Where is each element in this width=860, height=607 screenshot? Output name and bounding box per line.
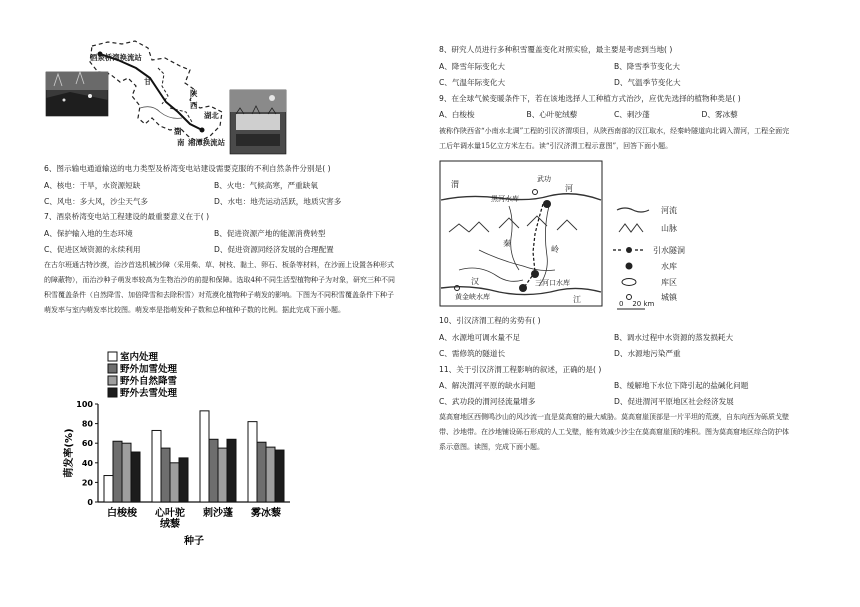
- q10-option-b[interactable]: B、调水过程中水资源的蒸发损耗大: [614, 333, 734, 342]
- bar-1-2: [152, 430, 161, 502]
- water-transfer-map: [439, 160, 799, 310]
- bar-3-1: [122, 443, 131, 502]
- question-11-stem: 11、关于引汉济渭工程影响的叙述，正确的是( ): [439, 365, 602, 374]
- map-label-shan: 陕: [190, 89, 198, 98]
- question-7-options: [44, 228, 384, 255]
- legend-swatch-1: [108, 352, 117, 361]
- q9-option-d[interactable]: D、雾冰藜: [701, 110, 738, 119]
- legend-label-3: 野外自然降雪: [120, 376, 178, 387]
- bar-2-2: [161, 448, 170, 502]
- q8-option-a[interactable]: A、降雪年际变化大: [439, 62, 505, 71]
- question-11-options: [439, 380, 789, 407]
- map-label-hu: 湖: [174, 127, 182, 136]
- y-tick-label: 20: [81, 478, 93, 488]
- q10-option-c[interactable]: C、需修筑的隧道长: [439, 349, 506, 358]
- q10-option-d[interactable]: D、水源地污染严重: [614, 349, 681, 358]
- q11-option-d[interactable]: D、促进渭河平原地区社会经济发展: [614, 397, 734, 406]
- map-han-label: 汉: [471, 277, 479, 286]
- q8-option-d[interactable]: D、气温季节变化大: [614, 78, 681, 87]
- legend-label-2: 野外加雪处理: [120, 364, 178, 375]
- map-qin-label: 秦: [503, 239, 511, 248]
- bar-2-1: [113, 441, 122, 502]
- legend-label-4: 野外去雪处理: [120, 388, 178, 399]
- bar-1-4: [248, 422, 257, 502]
- legend-river: 河流: [661, 206, 677, 215]
- q11-option-b[interactable]: B、缓解地下水位下降引起的盐碱化问题: [614, 381, 749, 390]
- desert-passage: 在古尔班通古特沙漠，治沙首选机械沙障（采用柴、草、树枝、黏土、卵石、板条等材料，在沙面上设置各种形式的障蔽物），而治沙种子萌发率较高为生物治沙的前提和保障。选取4种不同生活型植物种子为对象，研究三种不同积雪覆盖条件（自然降雪、加倍降雪和去除积雪）对荒漠化植物种子萌发的影响。下图为不同积雪覆盖条件下种子萌发率与室内萌发率比较图。萌发率是指萌发种子数和总种植种子数的比例。据此完成下面小题。: [44, 261, 395, 314]
- category-label: 白梭梭: [107, 508, 137, 519]
- map-label-nan: 南: [177, 138, 185, 147]
- legend-reservoir: 水库: [661, 262, 677, 271]
- water-transfer-passage: 被称作陕西省“小南水北调”工程的引汉济渭项目，从陕西南部的汉江取水，经秦岭隧道向北调入渭河，工程全面完工后年调水量15亿立方米左右。读“引汉济渭工程示意图”，回答下面小题。: [439, 127, 790, 150]
- bar-1-3: [200, 411, 209, 502]
- map-wei-label: 渭: [451, 180, 459, 189]
- q11-option-a[interactable]: A、解决渭河平原的缺水问题: [439, 381, 536, 390]
- map-label-jiuquan: 酒泉桥湾换流站: [90, 53, 142, 62]
- question-9-stem: 9、在全球气候变暖条件下，若在该地选择人工种植方式治沙，应优先选择的植物种类是( ): [439, 94, 741, 103]
- map-label-gan: 甘: [144, 77, 152, 86]
- legend-tunnel: 引水隧洞: [653, 246, 685, 255]
- question-9-options: [439, 109, 789, 120]
- question-8-options: [439, 61, 789, 88]
- map-jiang-label: 江: [573, 295, 581, 304]
- q6-option-a[interactable]: A、核电：干旱，水资源短缺: [44, 181, 141, 190]
- water-transfer-map-graphic: [439, 160, 799, 310]
- bar-3-4: [266, 447, 275, 502]
- q11-option-c[interactable]: C、武功段的渭河径流量增多: [439, 397, 536, 406]
- power-line-map: [40, 38, 290, 160]
- category-label: 绒藜: [160, 519, 180, 530]
- bar-2-3: [209, 439, 218, 502]
- legend-label-1: 室内处理: [120, 352, 159, 363]
- q6-option-d[interactable]: D、水电：地壳运动活跃，地质灾害多: [214, 197, 342, 206]
- q9-option-a[interactable]: A、白梭梭: [439, 110, 475, 119]
- bar-3-2: [170, 463, 179, 502]
- category-label: 心叶驼: [155, 508, 185, 519]
- x-axis-label: 种子: [184, 536, 204, 547]
- map-label-xiangtan: 湘潭换流站: [188, 138, 225, 147]
- q7-option-b[interactable]: B、促进资源产地的能源消费转型: [214, 229, 326, 238]
- map-label-xi: 西: [190, 101, 198, 110]
- q8-option-b[interactable]: B、降雪季节变化大: [614, 62, 680, 71]
- q6-option-b[interactable]: B、火电：气候高寒，严重缺氧: [214, 181, 318, 190]
- legend-swatch-3: [108, 376, 117, 385]
- q10-option-a[interactable]: A、水源地可调水量不足: [439, 333, 521, 342]
- legend-swatch-4: [108, 388, 117, 397]
- q6-option-c[interactable]: C、风电：多大风，沙尘天气多: [44, 197, 149, 206]
- map-heihe-label: 黑河水库: [491, 195, 519, 203]
- map-ling-label: 岭: [551, 245, 559, 254]
- legend-town: 城镇: [661, 293, 677, 302]
- legend-swatch-2: [108, 364, 117, 373]
- y-tick-label: 100: [76, 400, 93, 409]
- y-tick-label: 40: [81, 458, 93, 468]
- mogao-passage: 莫高窟地区西侧鸣沙山的风沙流一直是莫高窟的最大威胁。莫高窟崖顶部是一片平坦的荒漠，自东向西为砾质戈壁带、沙地带。在沙地铺设砾石形成的人工戈壁，能有效减少沙尘在莫高窟崖顶的堆积。图为莫高窟地区综合防护体系示意图。读图，完成下面小题。: [439, 413, 789, 451]
- germination-bar-chart: [60, 346, 296, 550]
- map-wugong-label: 武功: [537, 175, 551, 183]
- q9-option-b[interactable]: B、心叶驼绒藜: [526, 110, 578, 119]
- q8-option-c[interactable]: C、气温年际变化大: [439, 78, 506, 87]
- map-label-hubei: 湖北: [204, 111, 219, 120]
- q7-option-d[interactable]: D、促进资源同经济发展的合理配置: [214, 245, 334, 254]
- q9-option-c[interactable]: C、刺沙蓬: [614, 110, 650, 119]
- bar-3-3: [218, 448, 227, 502]
- power-line-map-graphic: [40, 38, 290, 160]
- q7-option-a[interactable]: A、保护输入地的生态环境: [44, 229, 133, 238]
- bar-4-1: [131, 452, 140, 502]
- question-10-stem: 10、引汉济渭工程的劣势有( ): [439, 316, 541, 325]
- legend-reservoir-area: 库区: [661, 278, 677, 287]
- map-sanhekou-label: 三河口水库: [535, 279, 570, 287]
- category-label: 刺沙蓬: [203, 508, 233, 519]
- map-huangjinxia-label: 黄金峡水库: [455, 293, 490, 301]
- map-he-label: 河: [565, 184, 573, 193]
- legend-mountain: 山脉: [661, 224, 677, 233]
- question-6-options: [44, 180, 384, 207]
- question-10-options: [439, 332, 789, 359]
- bar-2-4: [257, 442, 266, 502]
- category-label: 雾冰藜: [251, 508, 281, 519]
- bar-4-2: [179, 458, 188, 502]
- q7-option-c[interactable]: C、促进区域资源的永续利用: [44, 245, 141, 254]
- question-8-stem: 8、研究人员进行多种积雪覆盖变化对照实验，最主要是考虑到当地( ): [439, 45, 673, 54]
- map-scale-label: 0 20 km: [619, 300, 655, 308]
- bar-4-3: [227, 439, 236, 502]
- bar-1-1: [104, 476, 113, 502]
- y-tick-label: 0: [87, 498, 93, 507]
- question-6-stem: 6、图示输电通道输送的电力类型及桥湾变电站建设需要克服的不利自然条件分别是( ): [44, 164, 331, 173]
- y-tick-label: 80: [81, 419, 93, 429]
- question-7-stem: 7、酒泉桥湾变电站工程建设的最重要意义在于( ): [44, 212, 210, 221]
- y-tick-label: 60: [81, 439, 93, 449]
- y-axis-label: 萌发率(%): [64, 428, 75, 478]
- bar-4-4: [275, 450, 284, 502]
